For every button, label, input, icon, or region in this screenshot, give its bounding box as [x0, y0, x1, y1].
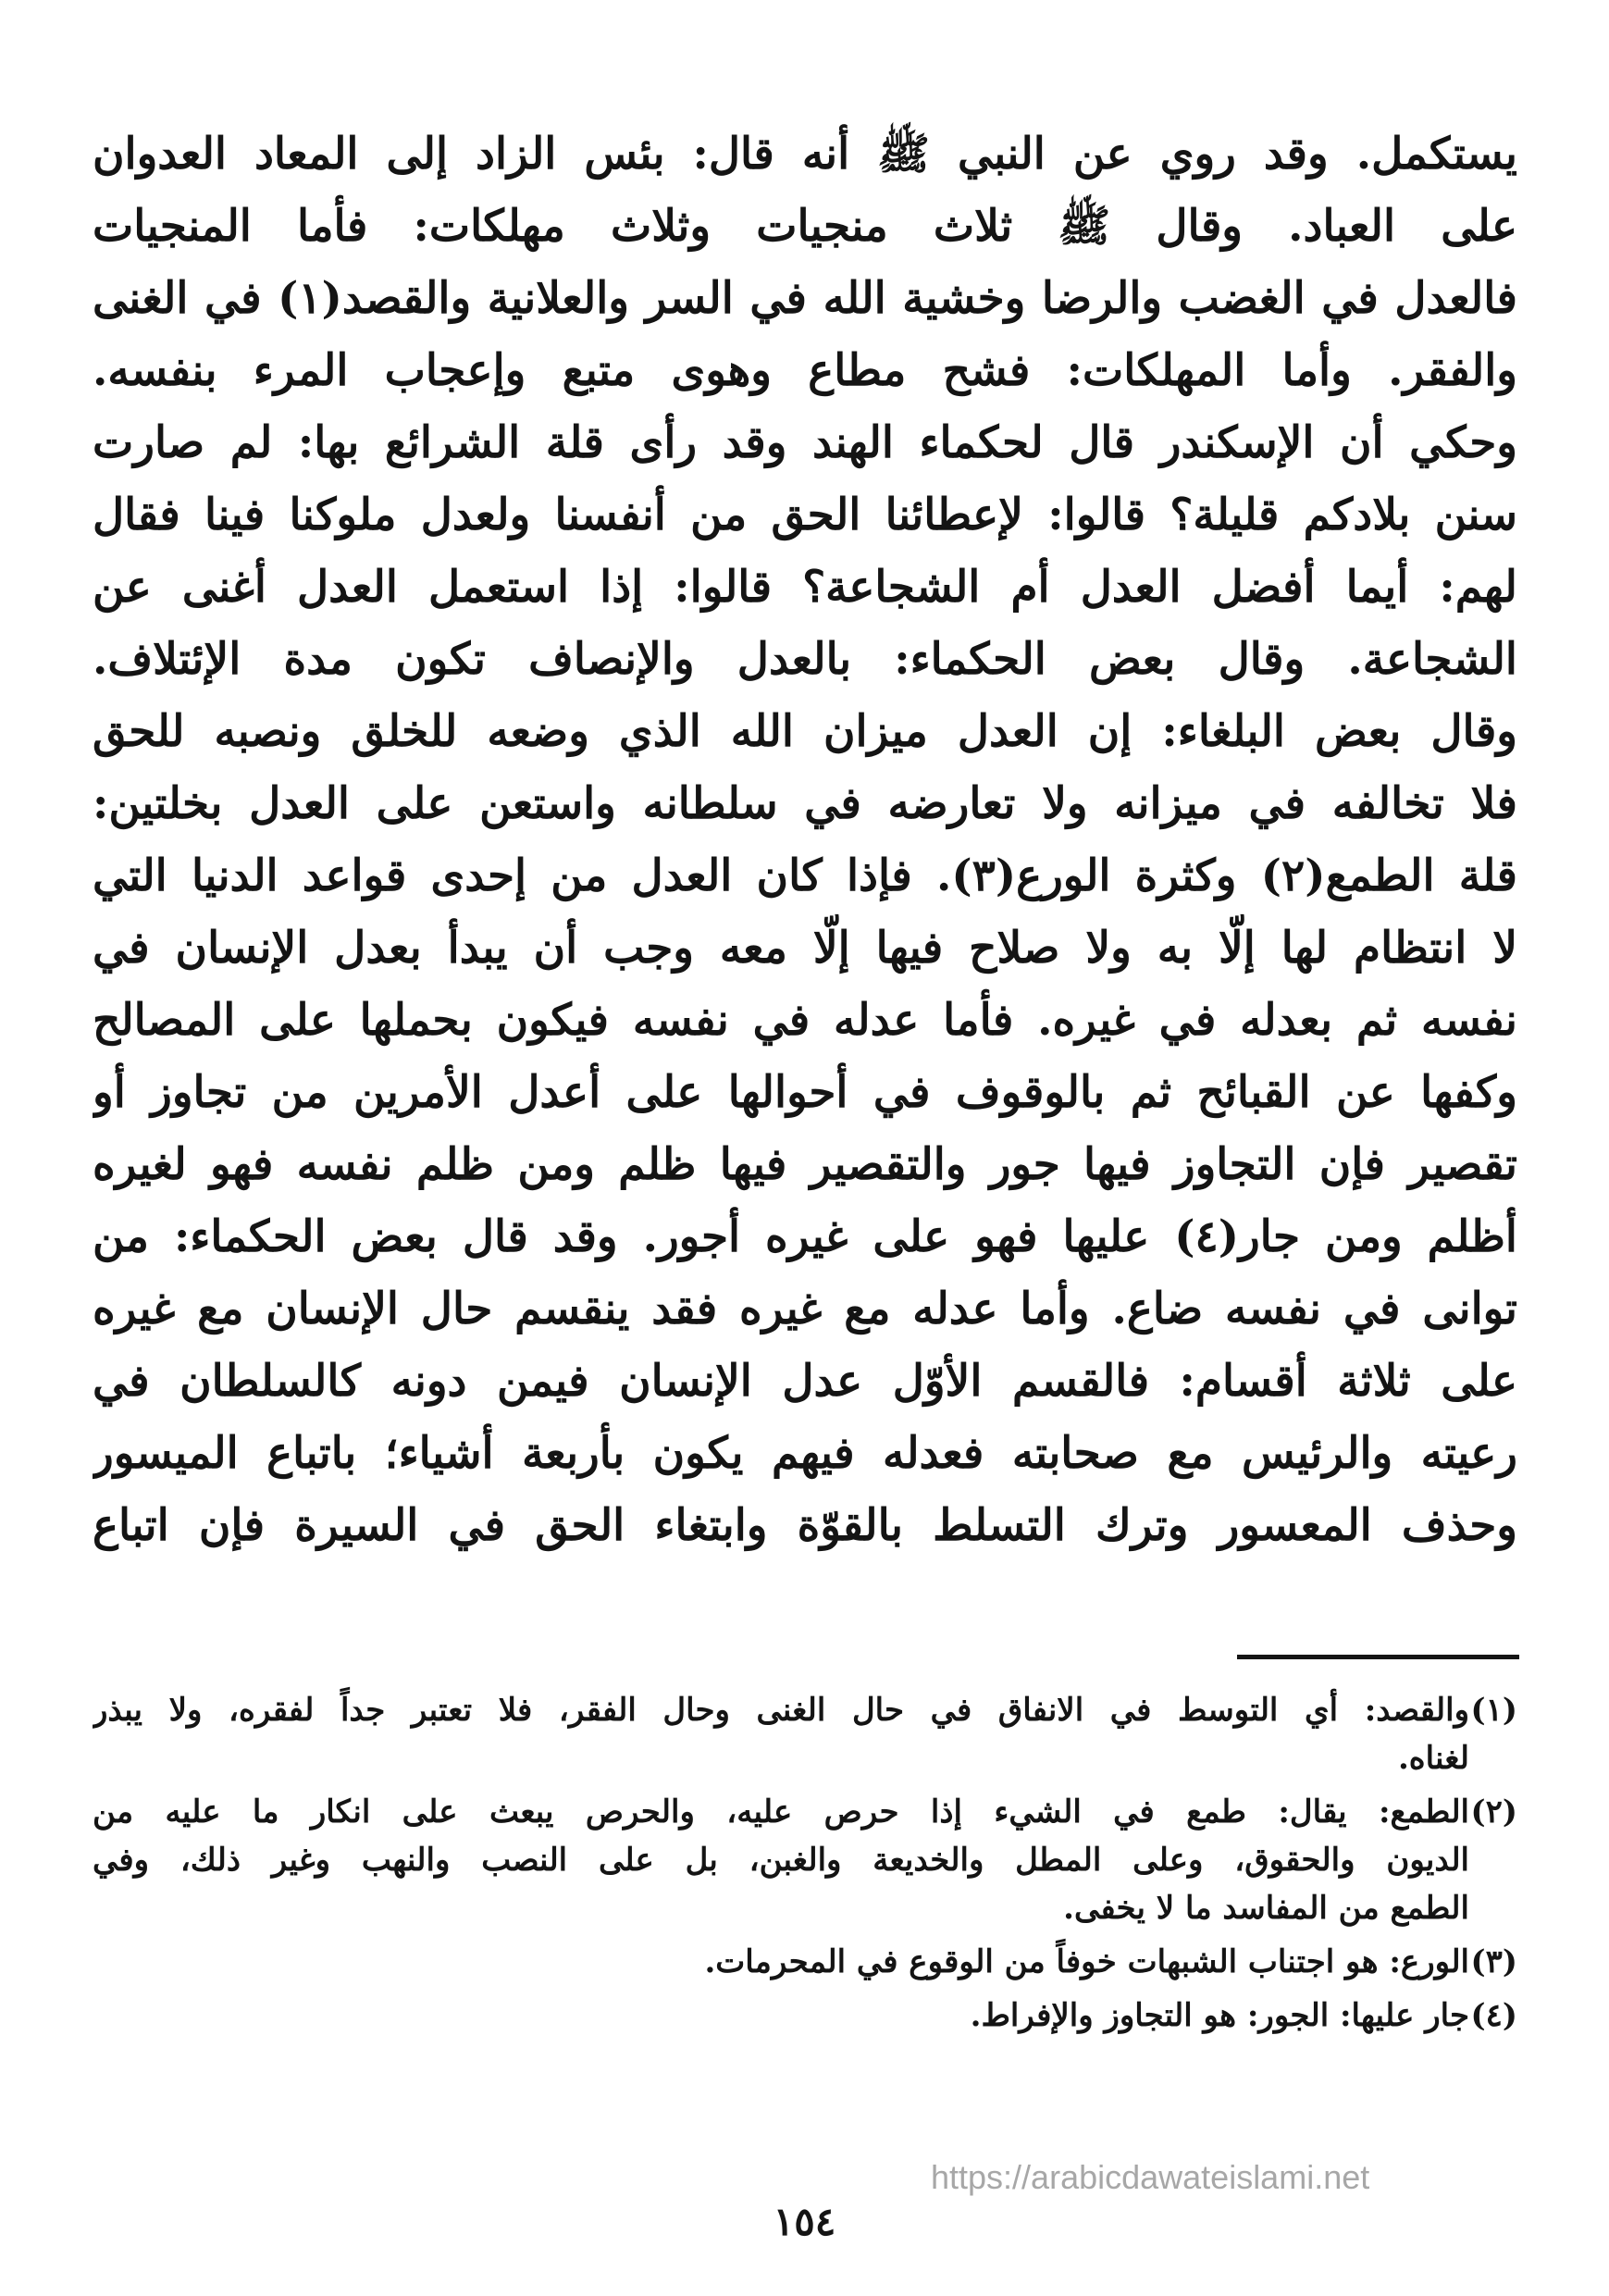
footnote-number: (٤): [1470, 1997, 1517, 2034]
footnote-separator: [1237, 1655, 1519, 1659]
text-line: سنن بلادكم قليلة؟ قالوا: لإعطائنا الحق من أنفسنا ولعدل ملوكنا فينا فقال: [93, 490, 1517, 540]
footnotes: [93, 1686, 1517, 2045]
footnote-text: [93, 1788, 1469, 1932]
footnote-line: الطمع من المفاسد ما لا يخفى.: [1063, 1890, 1469, 1927]
footnote-number: (٢): [1470, 1793, 1517, 1831]
footnote-2: [93, 1788, 1517, 1932]
text-line: أظلم ومن جار(٤) عليها فهو على غيره أجور. وقد قال بعض الحكماء: من: [93, 1211, 1517, 1262]
footnote-number: (١): [1470, 1692, 1517, 1729]
footnote-text: [93, 1938, 1469, 1986]
text-line: وحذف المعسور وترك التسلط بالقوّة وابتغاء الحق في السيرة فإن اتباع: [93, 1500, 1517, 1551]
text-line: فلا تخالفه في ميزانه ولا تعارضه في سلطانه واستعن على العدل بخلتين:: [93, 778, 1517, 829]
text-line: وحكي أن الإسكندر قال لحكماء الهند وقد رأى قلة الشرائع بها: لم صارت: [93, 417, 1517, 468]
text-line: والفقر. وأما المهلكات: فشح مطاع وهوى متبع وإعجاب المرء بنفسه.: [93, 345, 1517, 396]
text-line: على العباد. وقال ﷺ ثلاث منجيات وثلاث مهلكات: فأما المنجيات: [93, 201, 1517, 252]
footnote-4: [93, 1992, 1517, 2040]
footnote-3: [93, 1938, 1517, 1986]
footnote-line: الورع: هو اجتناب الشبهات خوفاً من الوقوع في المحرمات.: [704, 1943, 1469, 1980]
footnote-line: والقصد: أي التوسط في الانفاق في حال الغنى وحال الفقر، فلا تعتبر جداً لفقره، ولا يبذر: [93, 1692, 1469, 1729]
text-line: الشجاعة. وقال بعض الحكماء: بالعدل والإنصاف تكون مدة الإئتلاف.: [93, 634, 1517, 685]
text-line: تقصير فإن التجاوز فيها جور والتقصير فيها ظلم ومن ظلم نفسه فهو لغيره: [93, 1139, 1517, 1190]
text-line: على ثلاثة أقسام: فالقسم الأوّل عدل الإنسان فيمن دونه كالسلطان في: [93, 1356, 1517, 1407]
text-line: لهم: أيما أفضل العدل أم الشجاعة؟ قالوا: إذا استعمل العدل أغنى عن: [93, 562, 1517, 613]
text-line: وكفها عن القبائح ثم بالوقوف في أحوالها على أعدل الأمرين من تجاوز أو: [93, 1067, 1517, 1118]
text-line: فالعدل في الغضب والرضا وخشية الله في السر والعلانية والقصد(١) في الغنى: [93, 273, 1517, 324]
text-line: لا انتظام لها إلّا به ولا صلاح فيها إلّا معه وجب أن يبدأ بعدل الإنسان في: [93, 923, 1517, 974]
footnote-line: الطمع: يقال: طمع في الشيء إذا حرص عليه، والحرص يبعث على انكار ما عليه من: [93, 1793, 1469, 1831]
watermark-url: https://arabicdawateislami.net: [931, 2158, 1370, 2196]
text-line: قلة الطمع(٢) وكثرة الورع(٣). فإذا كان العدل من إحدى قواعد الدنيا التي: [93, 850, 1517, 901]
text-line: رعيته والرئيس مع صحابته فعدله فيهم يكون بأربعة أشياء؛ باتباع الميسور: [93, 1428, 1517, 1479]
text-line: توانى في نفسه ضاع. وأما عدله مع غيره فقد ينقسم حال الإنسان مع غيره: [93, 1284, 1517, 1334]
text-line: يستكمل. وقد روي عن النبي ﷺ أنه قال: بئس الزاد إلى المعاد العدوان: [93, 129, 1517, 180]
footnote-1: [93, 1686, 1517, 1782]
text-line: نفسه ثم بعدله في غيره. فأما عدله في نفسه فيكون بحملها على المصالح: [93, 995, 1517, 1046]
footnote-line: جار عليها: الجور: هو التجاوز والإفراط.: [970, 1997, 1469, 2034]
footnote-text: [93, 1686, 1469, 1782]
main-text: [93, 118, 1517, 1562]
page-number: ١٥٤: [773, 2199, 836, 2244]
footnote-line: لغناه.: [1397, 1740, 1469, 1777]
footnote-number: (٣): [1470, 1943, 1517, 1980]
text-line: وقال بعض البلغاء: إن العدل ميزان الله الذي وضعه للخلق ونصبه للحق: [93, 706, 1517, 757]
footnote-line: الديون والحقوق، وعلى المطل والخديعة والغبن، بل على النصب والنهب وغير ذلك، وفي: [93, 1842, 1469, 1879]
footnote-text: [93, 1992, 1469, 2040]
